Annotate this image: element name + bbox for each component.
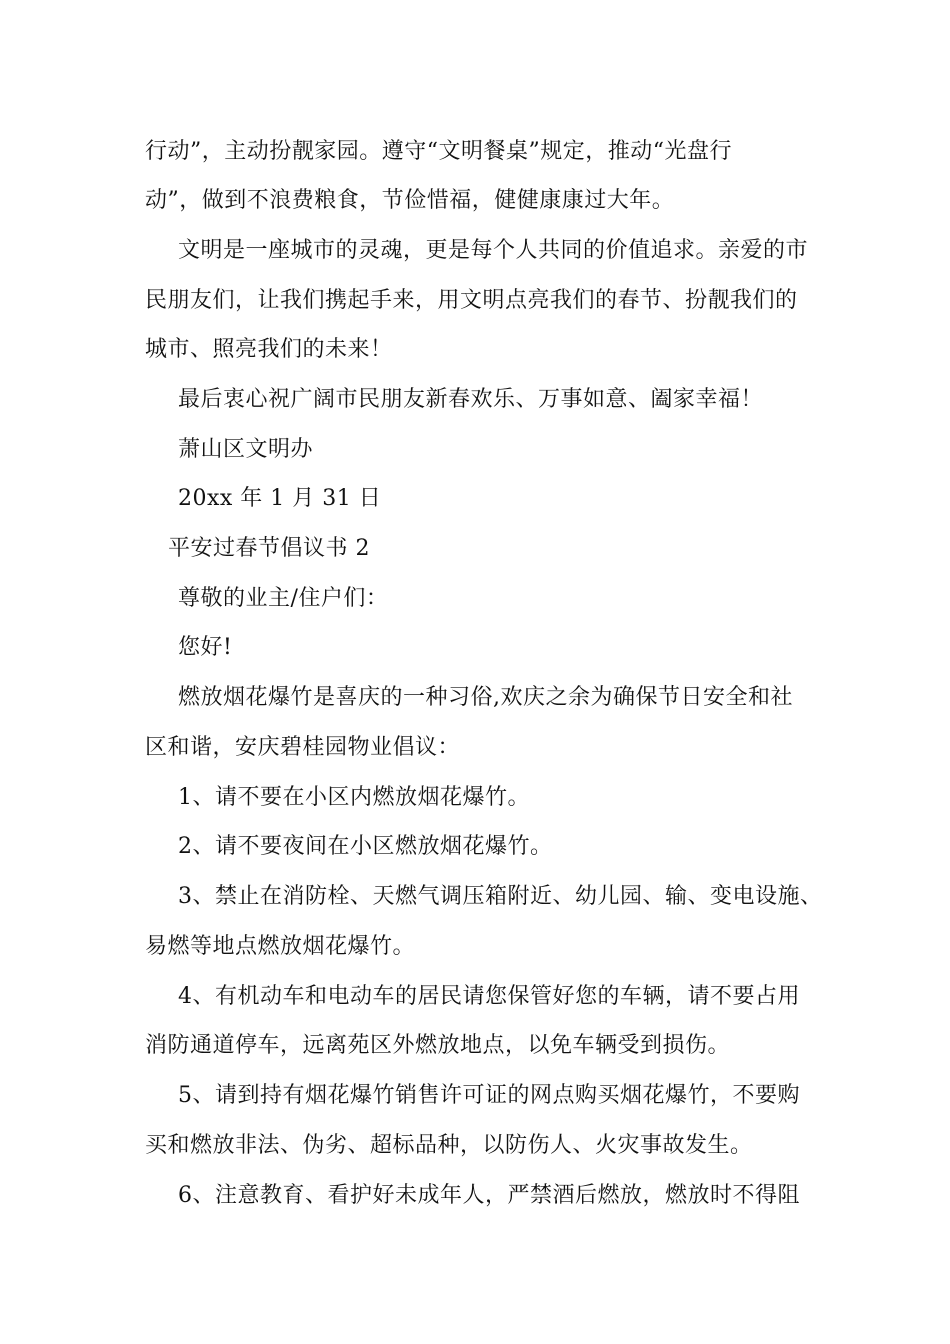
list-item: 6、注意教育、看护好未成年人，严禁酒后燃放，燃放时不得阻	[178, 1183, 800, 1208]
list-item: 4、有机动车和电动车的居民请您保管好您的车辆，请不要占用	[178, 984, 800, 1009]
body-text-line: 文明是一座城市的灵魂，更是每个人共同的价值追求。亲爱的市	[178, 238, 809, 263]
body-text-line: 燃放烟花爆竹是喜庆的一种习俗,欢庆之余为确保节日安全和社	[178, 685, 793, 710]
body-text-line: 城市、照亮我们的未来！	[145, 337, 393, 362]
body-text-line: 区和谐，安庆碧桂园物业倡议：	[145, 735, 461, 760]
list-item-continued: 买和燃放非法、伪劣、超标品种，以防伤人、火灾事故发生。	[145, 1133, 753, 1158]
body-text-line: 动”，做到不浪费粮食，节俭惜福，健健康康过大年。	[145, 188, 675, 213]
list-item-continued: 易燃等地点燃放烟花爆竹。	[145, 934, 416, 959]
body-text-line: 民朋友们，让我们携起手来，用文明点亮我们的春节、扮靓我们的	[145, 288, 798, 313]
signature-org: 萧山区文明办	[178, 437, 314, 462]
section-title: 平安过春节倡议书 2	[168, 536, 370, 561]
list-item: 1、请不要在小区内燃放烟花爆竹。	[178, 785, 530, 810]
list-item: 2、请不要夜间在小区燃放烟花爆竹。	[178, 834, 553, 859]
closing-wish: 最后衷心祝广阔市民朋友新春欢乐、万事如意、阖家幸福！	[178, 387, 764, 412]
list-item: 3、禁止在消防栓、天燃气调压箱附近、幼儿园、输、变电设施、	[178, 884, 823, 909]
greeting: 您好!	[178, 635, 233, 660]
salutation: 尊敬的业主/住户们：	[178, 586, 389, 611]
signature-date: 20xx 年 1 月 31 日	[178, 486, 382, 511]
body-text-line: 行动”，主动扮靓家园。遵守“文明餐桌”规定，推动“光盘行	[145, 139, 732, 164]
list-item-continued: 消防通道停车，远离苑区外燃放地点，以免车辆受到损伤。	[145, 1033, 731, 1058]
list-item: 5、请到持有烟花爆竹销售许可证的网点购买烟花爆竹，不要购	[178, 1083, 800, 1108]
